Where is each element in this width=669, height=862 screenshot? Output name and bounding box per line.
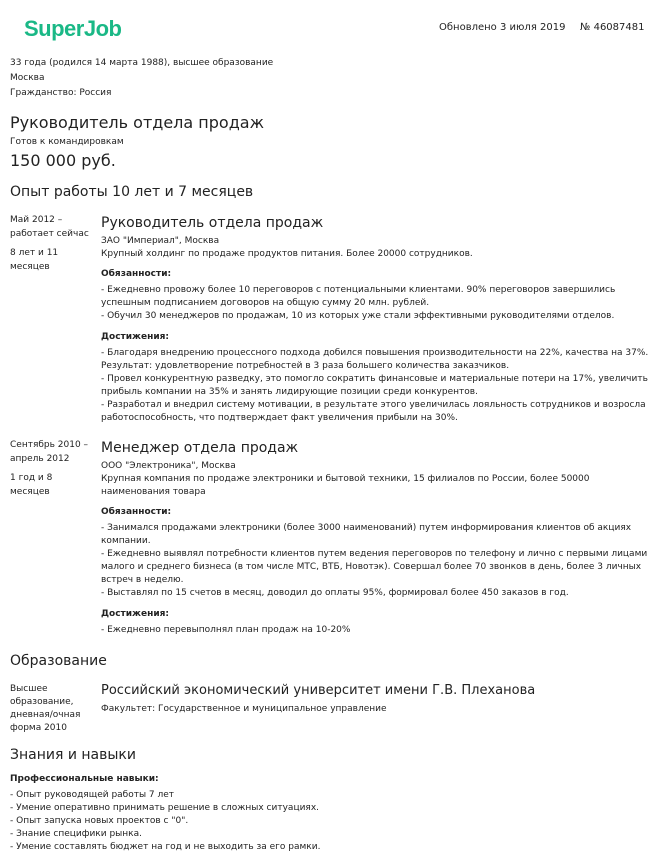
achievements-list	[101, 624, 651, 637]
desired-position: Руководитель отдела продаж	[10, 113, 264, 132]
achievements-list	[101, 347, 651, 425]
list-item: - Умение оперативно принимать решение в сложных ситуациях.	[10, 803, 320, 813]
citizenship: Гражданство: Россия	[10, 88, 112, 98]
city: Москва	[10, 73, 45, 83]
list-item: - Знание специфики рынка.	[10, 829, 142, 839]
experience-heading: Опыт работы 10 лет и 7 месяцев	[10, 184, 254, 200]
travel-readiness: Готов к командировкам	[10, 137, 124, 147]
duties-label: Обязанности:	[101, 269, 172, 279]
salary: 150 000 руб.	[10, 151, 116, 170]
duties-list	[101, 284, 651, 323]
education-entry	[101, 682, 535, 716]
skills-list	[10, 789, 320, 854]
list-item: - Благодаря внедрению процессного подхода добился повышения производительности на 22%, качества на 37%. Результат: удовлетворение потребностей в 3 раза большего количества заказчиков.	[101, 348, 649, 371]
list-item: - Опыт руководящей работы 7 лет	[10, 790, 175, 800]
skills-block	[10, 773, 320, 854]
list-item: - Занимался продажами электроники (более 3000 наименований) путем информирования клиентов об акциях компании.	[101, 523, 632, 546]
education-heading: Образование	[10, 653, 107, 669]
job-entry	[101, 214, 651, 433]
faculty: Факультет: Государственное и муниципальное управление	[101, 704, 387, 714]
list-item: - Ежедневно перевыполнял план продаж на 10-20%	[101, 625, 351, 635]
list-item: - Ежедневно провожу более 10 переговоров с потенциальными клиентами. 90% переговоров завершились успешным подписанием договоров на общую сумму 20 млн. рублей.	[101, 285, 616, 308]
list-item: - Выставлял по 15 счетов в месяц, доводил до оплаты 95%, формировал более 450 заказов в год.	[101, 588, 569, 598]
list-item: - Обучил 30 менеджеров по продажам, 10 из которых уже стали эффективными руководителями отделов.	[101, 311, 615, 321]
job-description: Крупная компания по продаже электроники и бытовой техники, 15 филиалов по России, более 50000 наименования товара	[101, 474, 590, 497]
job-period	[10, 213, 90, 279]
job-title: Руководитель отдела продаж	[101, 215, 324, 231]
job-duration: 1 год и 8 месяцев	[10, 473, 53, 497]
job-entry	[101, 439, 651, 645]
job-company: ООО "Электроника", Москва	[101, 461, 236, 471]
list-item: - Умение составлять бюджет на год и не выходить за его рамки.	[10, 842, 321, 852]
list-item: - Ежедневно выявлял потребности клиентов путем ведения переговоров по телефону и лично с первыми лицами малого и среднего бизнеса (в том числе МТС, ВТБ, Новотэк). Совершал более 70 звонков в день, более 3 личных встреч в неделю.	[101, 549, 648, 585]
personal-info	[10, 56, 273, 101]
job-company: ЗАО "Империал", Москва	[101, 236, 220, 246]
job-dates: Сентябрь 2010 – апрель 2012	[10, 440, 89, 464]
education-level: Высшее образование, дневная/очная форма 2010	[10, 684, 81, 733]
achievements-label: Достижения:	[101, 609, 170, 619]
list-item: - Провел конкурентную разведку, это помогло сократить финансовые и материальные потери на 17%, увеличить прибыль компании на 35% и занять лидирующие позиции среди конкурентов.	[101, 374, 648, 397]
job-description: Крупный холдинг по продаже продуктов питания. Более 20000 сотрудников.	[101, 249, 473, 259]
duties-list	[101, 522, 651, 600]
duties-label: Обязанности:	[101, 507, 172, 517]
job-period	[10, 438, 90, 504]
institution-name: Российский экономический университет имени Г.В. Плеханова	[101, 683, 536, 698]
list-item: - Разработал и внедрил систему мотивации, в результате этого увеличилась лояльность сотрудников и возросла работоспособность, что подтверждает факт увеличения прибыли на 30%.	[101, 400, 646, 423]
age-education: 33 года (родился 14 марта 1988), высшее образование	[10, 58, 274, 68]
job-dates: Май 2012 – работает сейчас	[10, 215, 89, 239]
updated-date: Обновлено 3 июля 2019	[439, 22, 566, 33]
job-duration: 8 лет и 11 месяцев	[10, 248, 59, 272]
skills-heading: Знания и навыки	[10, 747, 136, 763]
skills-label: Профессиональные навыки:	[10, 774, 159, 784]
resume-number: № 46087481	[580, 22, 645, 33]
list-item: - Опыт запуска новых проектов с "0".	[10, 816, 189, 826]
job-title: Менеджер отдела продаж	[101, 440, 299, 456]
achievements-label: Достижения:	[101, 332, 170, 342]
superjob-logo[interactable]: SuperJob	[24, 16, 122, 41]
